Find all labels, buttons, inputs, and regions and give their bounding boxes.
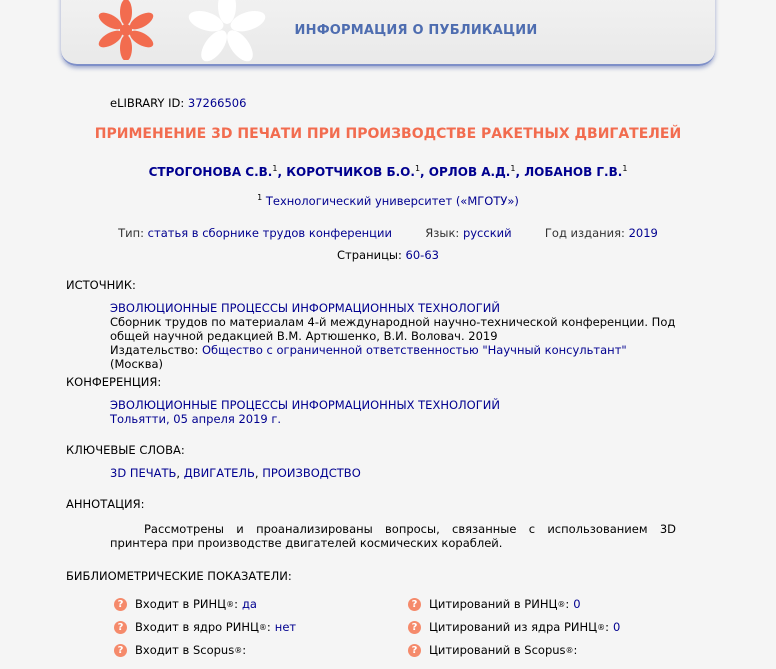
- publisher-label: Издательство:: [110, 343, 199, 357]
- publisher-line: [110, 343, 676, 371]
- pages-value: 60-63: [405, 248, 439, 262]
- author-affil-sup: 1: [414, 164, 421, 173]
- help-icon[interactable]: ?: [408, 621, 421, 634]
- affiliation-sup: 1: [257, 193, 263, 202]
- help-icon[interactable]: ?: [114, 644, 127, 657]
- header-title: ИНФОРМАЦИЯ О ПУБЛИКАЦИИ: [294, 23, 538, 38]
- author-link[interactable]: СТРОГОНОВА С.В.: [148, 165, 273, 179]
- bibl-citations-rinc-core: ? Цитирований из ядра РИНЦ ® : 0: [408, 620, 620, 634]
- source-description: Сборник трудов по материалам 4-й международной научно-технической конференции. Под общей научной редакцией В.М. Артюшенко, В.И. Воловач. 2019: [110, 315, 676, 343]
- help-icon[interactable]: ?: [114, 598, 127, 611]
- type-value: статья в сборнике трудов конференции: [147, 226, 392, 240]
- bibl-in-rinc: ? Входит в РИНЦ ® : да: [114, 597, 257, 611]
- authors-list: СТРОГОНОВА С.В.$^1$, КОРОТЧИКОВ Б.О.$^1$, ОРЛОВ А.Д.$^1$, ЛОБАНОВ Г.В.$^1$: [148, 164, 628, 179]
- keyword-link[interactable]: ДВИГАТЕЛЬ: [183, 466, 255, 480]
- author-link[interactable]: ЛОБАНОВ Г.В.: [524, 165, 623, 179]
- help-icon[interactable]: ?: [408, 598, 421, 611]
- conference-label: КОНФЕРЕНЦИЯ:: [66, 375, 162, 389]
- bibl-citations-rinc: ? Цитирований в РИНЦ ® : 0: [408, 597, 581, 611]
- author-link[interactable]: КОРОТЧИКОВ Б.О.: [286, 165, 415, 179]
- publisher-link[interactable]: Общество с ограниченной ответственностью "Научный консультант": [201, 343, 627, 357]
- keyword-link[interactable]: 3D ПЕЧАТЬ: [110, 466, 177, 480]
- pages-info: [0, 248, 776, 262]
- elibrary-id-value: 37266506: [187, 96, 247, 110]
- elibrary-id: [110, 96, 246, 110]
- year-label: Год издания:: [544, 226, 625, 240]
- language-label: Язык:: [425, 226, 460, 240]
- author-affil-sup: 1: [622, 164, 628, 173]
- bibl-in-scopus: ? Входит в Scopus ® :: [114, 643, 250, 657]
- elibrary-id-label: eLIBRARY ID:: [110, 96, 185, 110]
- author-affil-sup: 1: [272, 164, 278, 173]
- publisher-city: (Москва): [110, 357, 164, 371]
- source-title-link[interactable]: ЭВОЛЮЦИОННЫЕ ПРОЦЕССЫ ИНФОРМАЦИОННЫХ ТЕХНОЛОГИЙ: [110, 301, 500, 315]
- affiliation: [0, 193, 776, 208]
- language-value: русский: [462, 226, 512, 240]
- source-block: [110, 301, 676, 371]
- source-label: ИСТОЧНИК:: [66, 278, 136, 292]
- year-value: 2019: [628, 226, 658, 240]
- author-link[interactable]: ОРЛОВ А.Д.: [428, 165, 511, 179]
- pages-label: Страницы:: [337, 248, 402, 262]
- affiliation-link[interactable]: Технологический университет («МГОТУ»): [265, 193, 519, 208]
- publication-title: ПРИМЕНЕНИЕ 3D ПЕЧАТИ ПРИ ПРОИЗВОДСТВЕ РАКЕТНЫХ ДВИГАТЕЛЕЙ: [94, 126, 682, 142]
- conference-place-date: Тольятти, 05 апреля 2019 г.: [110, 412, 282, 426]
- header-card: [61, 0, 715, 66]
- bibliometrics-label: БИБЛИОМЕТРИЧЕСКИЕ ПОКАЗАТЕЛИ:: [66, 569, 292, 583]
- help-icon[interactable]: ?: [114, 621, 127, 634]
- conference-title-link[interactable]: ЭВОЛЮЦИОННЫЕ ПРОЦЕССЫ ИНФОРМАЦИОННЫХ ТЕХНОЛОГИЙ: [110, 398, 500, 412]
- author-affil-sup: 1: [510, 164, 516, 173]
- conference-block: [110, 398, 676, 426]
- bibl-citations-scopus: ? Цитирований в Scopus ® :: [408, 643, 581, 657]
- keywords-list: 3D ПЕЧАТЬ, ДВИГАТЕЛЬ, ПРОИЗВОДСТВО: [110, 466, 361, 480]
- help-icon[interactable]: ?: [408, 644, 421, 657]
- publication-meta: [0, 226, 776, 240]
- annotation-text: Рассмотрены и проанализированы вопросы, связанные с использованием 3D принтера при производстве двигателей космических кораблей.: [110, 522, 676, 550]
- type-label: Тип:: [118, 226, 145, 240]
- keyword-link[interactable]: ПРОИЗВОДСТВО: [262, 466, 361, 480]
- keywords-label: КЛЮЧЕВЫЕ СЛОВА:: [66, 443, 185, 457]
- annotation-label: АННОТАЦИЯ:: [66, 497, 145, 511]
- bibl-in-rinc-core: ? Входит в ядро РИНЦ ® : нет: [114, 620, 296, 634]
